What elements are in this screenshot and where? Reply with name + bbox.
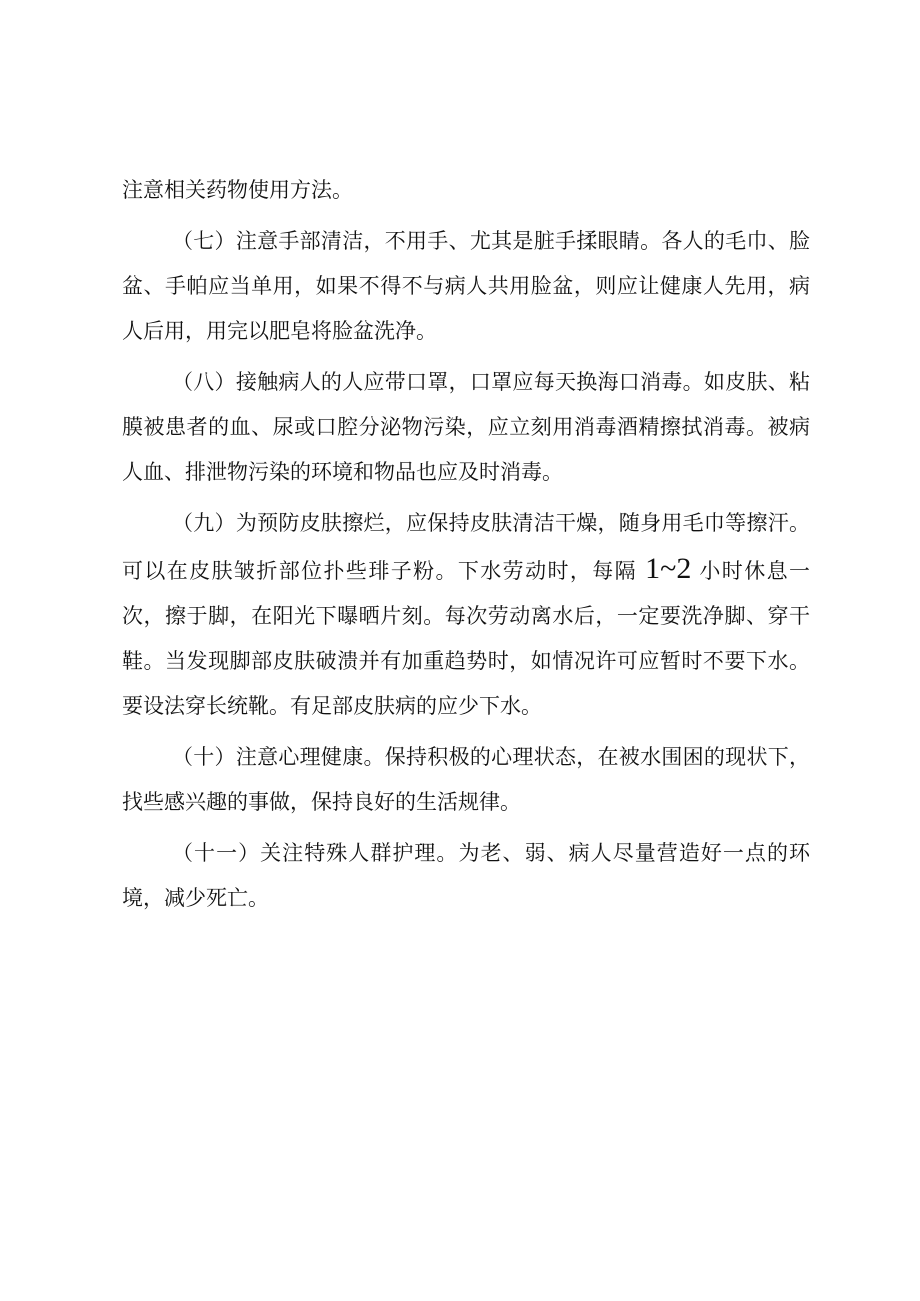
paragraph-item-7: （七）注意手部清洁，不用手、尤其是脏手揉眼睛。各人的毛巾、脸盆、手帕应当单用，如果不得不与病人共用脸盆，则应让健康人先用，病人后用，用完以肥皂将脸盆洗净。 bbox=[122, 229, 810, 343]
hour-range-number: 1~2 bbox=[645, 552, 692, 585]
paragraph-item-10: （十）注意心理健康。保持积极的心理状态，在被水围困的现状下，找些感兴趣的事做，保持良好的生活规律。 bbox=[122, 745, 810, 814]
paragraph-item-11: （十一）关注特殊人群护理。为老、弱、病人尽量营造好一点的环境，减少死亡。 bbox=[122, 841, 810, 910]
paragraph-item-9 bbox=[122, 501, 810, 729]
paragraph-item-9-part-2: 小时休息一次，擦于脚，在阳光下曝晒片刻。每次劳动离水后，一定要洗净脚、穿干鞋。当发现脚部皮肤破溃并有加重趋势时，如情况许可应暂时不要下水。要设法穿长统靴。有足部皮肤病的应少下水。 bbox=[122, 559, 810, 718]
paragraph-item-8: （八）接触病人的人应带口罩，口罩应每天换海口消毒。如皮肤、粘膜被患者的血、尿或口腔分泌物污染，应立刻用消毒酒精擦拭消毒。被病人血、排泄物污染的环境和物品也应及时消毒。 bbox=[122, 370, 810, 484]
paragraph-continuation: 注意相关药物使用方法。 bbox=[122, 178, 353, 202]
document-body bbox=[122, 168, 810, 927]
paragraph-item-9-part-1: （九）为预防皮肤擦烂，应保持皮肤清洁干燥，随身用毛巾等擦汗。可以在皮肤皱折部位扑些琲子粉。下水劳动时，每隔 bbox=[122, 511, 810, 583]
